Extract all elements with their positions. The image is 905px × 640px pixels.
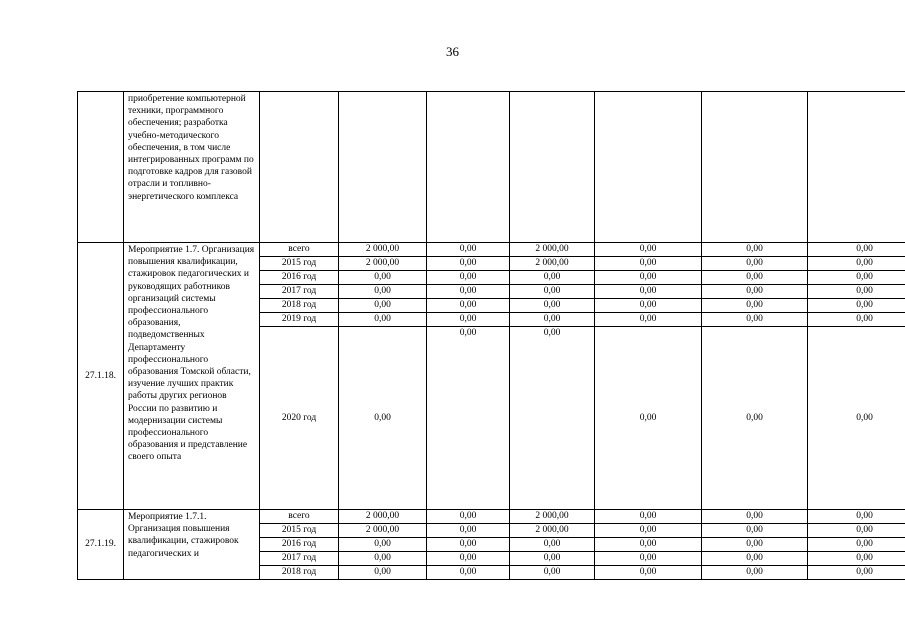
table-row-continuation	[78, 92, 905, 243]
value-cell: 0,00	[427, 299, 510, 313]
value-cell: 0,00	[510, 271, 595, 285]
value-cell: 0,00	[595, 257, 702, 271]
value-cell: 0,00	[595, 566, 702, 580]
value-cell: 0,00	[339, 285, 427, 299]
value-cell	[808, 92, 905, 243]
year-cell: всего	[260, 510, 339, 524]
value-cell: 0,00	[595, 299, 702, 313]
value-cell: 0,00	[808, 243, 905, 257]
value-cell: 2 000,00	[510, 243, 595, 257]
value-cell: 0,00	[427, 510, 510, 524]
table-row	[78, 510, 905, 524]
value-cell	[339, 92, 427, 243]
value-cell: 0,00	[339, 327, 427, 510]
value-cell: 0,00	[702, 299, 808, 313]
value-cell: 0,00	[808, 524, 905, 538]
value-cell: 0,00	[427, 271, 510, 285]
description-cell: приобретение компьютерной техники, программного обеспечения; разработка учебно-методического обеспечения, в том числе интегрированных программ по подготовке кадров для газовой отрасли и топливно-энергетического комплекса	[124, 92, 260, 243]
value-cell: 0,00	[510, 299, 595, 313]
value-cell: 0,00	[510, 538, 595, 552]
value-cell: 0,00	[427, 566, 510, 580]
value-cell: 2 000,00	[510, 510, 595, 524]
value-cell: 2 000,00	[510, 524, 595, 538]
value-cell: 0,00	[427, 327, 510, 510]
value-cell: 0,00	[808, 257, 905, 271]
value-cell: 0,00	[808, 285, 905, 299]
value-cell: 0,00	[595, 313, 702, 327]
year-cell: 2017 год	[260, 285, 339, 299]
value-cell: 0,00	[808, 552, 905, 566]
value-cell: 0,00	[595, 524, 702, 538]
value-cell: 0,00	[595, 243, 702, 257]
value-cell: 0,00	[510, 552, 595, 566]
value-cell: 0,00	[510, 566, 595, 580]
year-cell: 2018 год	[260, 299, 339, 313]
value-cell: 0,00	[339, 271, 427, 285]
value-cell: 0,00	[339, 552, 427, 566]
value-cell: 0,00	[702, 313, 808, 327]
page-number: 36	[446, 44, 459, 59]
value-cell: 0,00	[427, 313, 510, 327]
value-cell: 0,00	[808, 271, 905, 285]
value-cell: 0,00	[702, 327, 808, 510]
value-cell: 0,00	[510, 285, 595, 299]
value-cell: 0,00	[339, 313, 427, 327]
value-cell: 0,00	[427, 257, 510, 271]
value-cell: 2 000,00	[510, 257, 595, 271]
value-cell: 0,00	[702, 566, 808, 580]
value-cell: 0,00	[808, 566, 905, 580]
year-cell	[260, 92, 339, 243]
value-cell: 0,00	[339, 538, 427, 552]
year-cell: 2019 год	[260, 313, 339, 327]
value-cell: 0,00	[427, 552, 510, 566]
value-cell: 0,00	[595, 285, 702, 299]
description-cell: Мероприятие 1.7.1. Организация повышения квалификации, стажировок педагогических и	[124, 510, 260, 580]
year-cell: всего	[260, 243, 339, 257]
budget-table	[77, 91, 905, 580]
value-cell: 0,00	[510, 313, 595, 327]
value-cell: 0,00	[808, 327, 905, 510]
year-cell: 2015 год	[260, 524, 339, 538]
value-cell: 0,00	[808, 299, 905, 313]
value-cell: 0,00	[702, 510, 808, 524]
table-row	[78, 243, 905, 257]
value-cell: 0,00	[427, 538, 510, 552]
value-cell: 0,00	[702, 243, 808, 257]
value-cell: 0,00	[339, 299, 427, 313]
value-cell: 2 000,00	[339, 524, 427, 538]
value-cell: 2 000,00	[339, 510, 427, 524]
value-cell: 2 000,00	[339, 243, 427, 257]
description-cell: Мероприятие 1.7. Организация повышения квалификации, стажировок педагогических и руководящих работников организаций системы профессионального образования, подведомственных Департаменту профессионального образования Томской области, изучение лучших практик работы других регионов России по развитию и модернизации системы профессионального образования и представление своего опыта	[124, 243, 260, 510]
year-cell: 2018 год	[260, 566, 339, 580]
value-cell: 0,00	[595, 538, 702, 552]
value-cell	[427, 92, 510, 243]
value-cell: 0,00	[702, 552, 808, 566]
value-cell: 0,00	[702, 271, 808, 285]
value-cell: 0,00	[808, 538, 905, 552]
value-cell: 0,00	[702, 257, 808, 271]
value-cell	[702, 92, 808, 243]
year-cell: 2015 год	[260, 257, 339, 271]
value-cell: 0,00	[702, 538, 808, 552]
code-cell: 27.1.19.	[78, 510, 124, 580]
value-cell: 0,00	[427, 524, 510, 538]
value-cell: 0,00	[808, 313, 905, 327]
value-cell: 0,00	[339, 566, 427, 580]
value-cell: 0,00	[595, 510, 702, 524]
value-cell	[510, 92, 595, 243]
value-cell: 0,00	[510, 327, 595, 510]
year-cell: 2016 год	[260, 538, 339, 552]
value-cell: 0,00	[595, 552, 702, 566]
value-cell: 0,00	[595, 271, 702, 285]
year-cell: 2016 год	[260, 271, 339, 285]
year-cell: 2020 год	[260, 327, 339, 510]
value-cell: 0,00	[427, 243, 510, 257]
code-cell	[78, 92, 124, 243]
value-cell: 0,00	[595, 327, 702, 510]
value-cell: 0,00	[702, 524, 808, 538]
value-cell: 0,00	[702, 285, 808, 299]
year-cell: 2017 год	[260, 552, 339, 566]
code-cell: 27.1.18.	[78, 243, 124, 510]
value-cell: 0,00	[808, 510, 905, 524]
value-cell: 0,00	[427, 285, 510, 299]
value-cell: 2 000,00	[339, 257, 427, 271]
value-cell	[595, 92, 702, 243]
